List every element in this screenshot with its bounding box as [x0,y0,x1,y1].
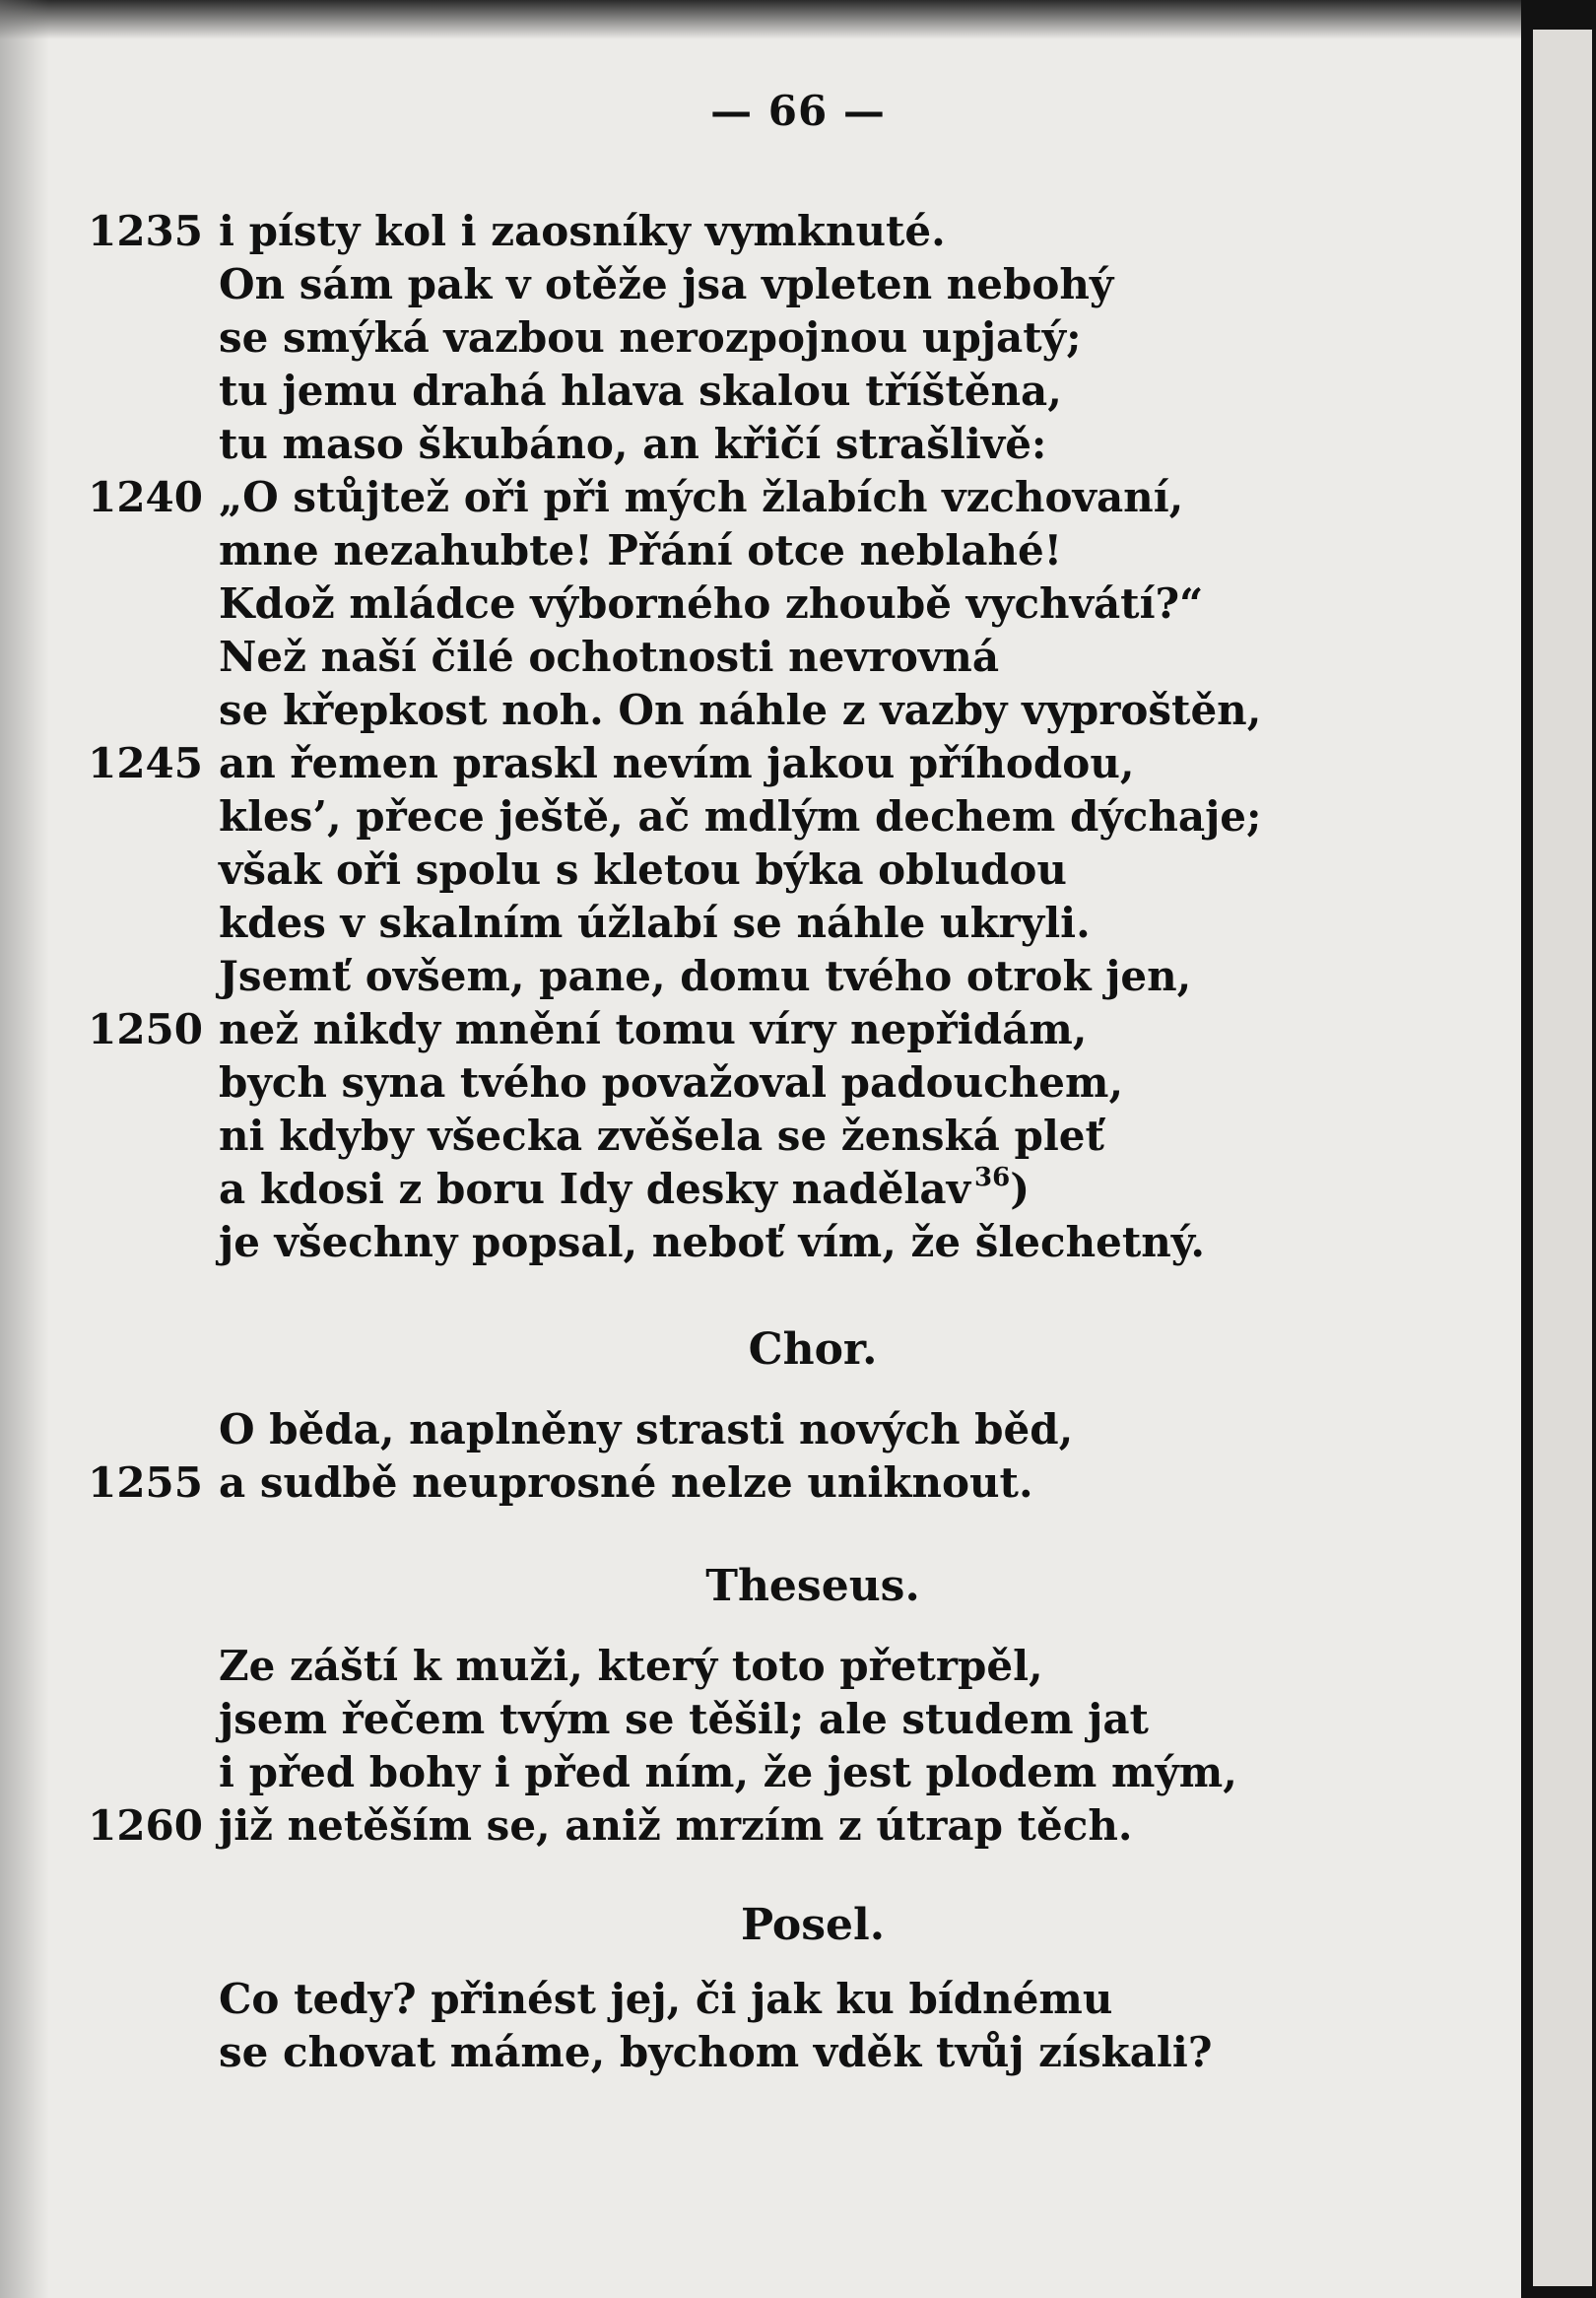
verse-line [0,1640,1521,1693]
verse-text-line: tu jemu drahá hlava skalou tříštěna, [219,367,1062,415]
verse-text-line: Kdož mládce výborného zhoubě vychvátí?“ [219,579,1204,628]
line-number: 1235 [88,207,203,255]
scan-shadow-top [0,0,1521,39]
verse-line [0,897,1521,950]
verse-line [0,418,1521,471]
verse-text-line: Co tedy? přinést jej, či jak ku bídnému [219,1975,1113,2023]
footnote-marker: 36 [974,1163,1011,1192]
verse-line [0,790,1521,844]
line-number: 1255 [88,1458,203,1507]
verse-line [0,524,1521,577]
verse-line [0,1003,1521,1056]
verse-line [0,1693,1521,1746]
verse-line [0,1056,1521,1110]
verse-line [0,577,1521,631]
speaker-heading-theseus: Theseus. [705,1561,920,1611]
verse-line [0,737,1521,790]
verse-text-line: Ze záští k muži, který toto přetrpěl, [219,1642,1043,1690]
verse-line [0,844,1521,897]
verse-line [0,684,1521,737]
verse-line [0,950,1521,1003]
verse-text-line: Jsemť ovšem, pane, domu tvého otrok jen, [219,952,1192,1000]
verse-text-line: tu maso škubáno, an křičí strašlivě: [219,420,1047,468]
verse-line [0,1163,1521,1216]
verse-text-line: On sám pak v otěže jsa vpleten nebohý [219,260,1114,308]
verse-text-line: je všechny popsal, neboť vím, že šlechetný. [219,1218,1205,1266]
verse-text-line: a sudbě neuprosné nelze uniknout. [219,1458,1033,1507]
verse-line [0,1973,1521,2026]
verse-text-line: se chovat máme, bychom vděk tvůj získali? [219,2028,1213,2076]
verse-text-line: kdes v skalním úžlabí se náhle ukryli. [219,899,1091,947]
verse-text-line: než nikdy mnění tomu víry nepřidám, [219,1005,1088,1053]
verse-text-line: již netěším se, aniž mrzím z útrap těch. [219,1801,1133,1850]
verse-line [0,2026,1521,2079]
verse-text-line: i písty kol i zaosníky vymknuté. [219,207,946,255]
verse-line [0,631,1521,684]
verse-text-line [219,1163,1030,1216]
speaker-heading-posel: Posel. [740,1900,886,1950]
verse-text-line: se smýká vazbou nerozpojnou upjatý; [219,313,1082,362]
verse-line [0,1216,1521,1269]
verse-text-line: bych syna tvého považoval padouchem, [219,1058,1124,1107]
line-number: 1240 [88,473,203,521]
verse-text-line: i před bohy i před ním, že jest plodem mým, [219,1748,1237,1796]
verse-line [0,1746,1521,1799]
verse-line [0,1456,1521,1510]
line-number: 1250 [88,1005,203,1053]
verse-text-line: O běda, naplněny strasti nových běd, [219,1405,1074,1453]
verse-text-line: „O stůjtež oři při mých žlabích vzchovaní, [219,473,1184,521]
footnote-paren: ) [1010,1165,1031,1213]
verse-line [0,1110,1521,1163]
verse-text-line: kles’, přece ještě, ač mdlým dechem dýchaje; [219,792,1262,841]
verse-text-line: Než naší čilé ochotnosti nevrovná [219,633,1000,681]
verse-line [0,365,1521,418]
verse-line [0,258,1521,311]
line-number: 1245 [88,739,203,787]
verse-text-line: a kdosi z boru Idy desky nadělav [219,1165,970,1213]
verse-text-line: však oři spolu s kletou býka obludou [219,845,1067,894]
verse-line [0,205,1521,258]
line-number: 1260 [88,1801,203,1850]
page-number: — 66 — [710,87,886,135]
verse-line [0,1403,1521,1456]
verse-line [0,311,1521,365]
verse-line [0,1799,1521,1853]
verse-text-line: mne nezahubte! Přání otce neblahé! [219,526,1063,574]
verse-text-line: an řemen praskl nevím jakou příhodou, [219,739,1135,787]
verse-text-line: ni kdyby všecka zvěšela se ženská pleť [219,1112,1104,1160]
verse-text-line: se křepkost noh. On náhle z vazby vyproštěn, [219,686,1262,734]
verse-text-line: jsem řečem tvým se těšil; ale studem jat [219,1695,1149,1743]
verse-line [0,471,1521,524]
speaker-heading-chor: Chor. [748,1324,878,1375]
